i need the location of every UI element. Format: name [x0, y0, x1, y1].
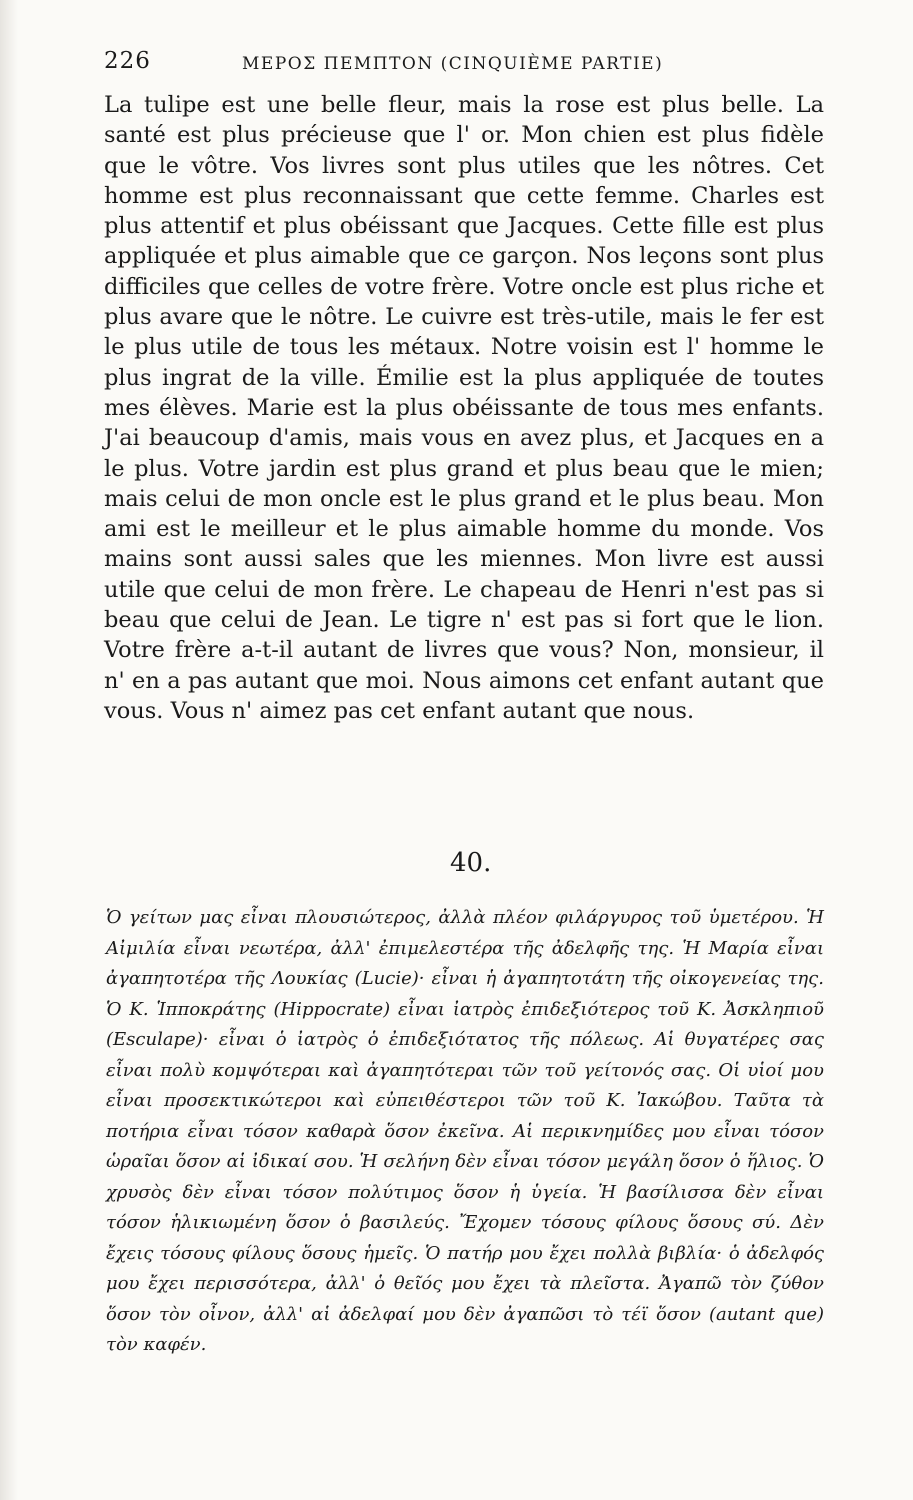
- page-number: 226: [104, 48, 151, 74]
- running-head: ΜΕΡΟΣ ΠΕΜΠΤΟΝ (CINQUIÈME PARTIE): [242, 54, 664, 74]
- exercise-number: 40.: [450, 848, 492, 878]
- page-binding-shadow: [0, 0, 18, 1500]
- greek-exercise-text: [106, 903, 824, 1361]
- greek-paragraph: Ὁ γείτων μας εἶναι πλουσιώτερος, ἀλλὰ πλέον φιλάργυρος τοῦ ὑμετέρου. Ἡ Αἰμιλία εἶναι νεωτέρα, ἀλλ' ἐπιμελεστέρα τῆς ἀδελφῆς της. Ἡ Μαρία εἶναι ἀγαπητοτέρα τῆς Λουκίας (Lucie)· εἶναι ἡ ἀγαπητοτάτη τῆς οἰκογενείας της. Ὁ Κ. Ἱπποκράτης (Hippocrate) εἶναι ἰατρὸς ἐπιδεξιότερος τοῦ Κ. Ἀσκληπιοῦ (Esculape)· εἶναι ὁ ἰατρὸς ὁ ἐπιδεξιότατος τῆς πόλεως. Αἱ θυγατέρες σας εἶναι πολὺ κομψότεραι καὶ ἀγαπητότεραι τῶν τοῦ γείτονός σας. Οἱ υἱοί μου εἶναι προσεκτικώτεροι καὶ εὐπειθέστεροι τῶν τοῦ Κ. Ἰακώβου. Ταῦτα τὰ ποτήρια εἶναι τόσον καθαρὰ ὅσον ἐκεῖνα. Αἱ περικνημίδες μου εἶναι τόσον ὡραῖαι ὅσον αἱ ἰδικαί σου. Ἡ σελήνη δὲν εἶναι τόσον μεγάλη ὅσον ὁ ἥλιος. Ὁ χρυσὸς δὲν εἶναι τόσον πολύτιμος ὅσον ἡ ὑγεία. Ἡ βασίλισσα δὲν εἶναι τόσον ἡλικιωμένη ὅσον ὁ βασιλεύς. Ἔχομεν τόσους φίλους ὅσους σύ. Δὲν ἔχεις τόσους φίλους ὅσους ἡμεῖς. Ὁ πατήρ μου ἔχει πολλὰ βιβλία· ὁ ἀδελφός μου ἔχει περισσότερα, ἀλλ' ὁ θεῖός μου ἔχει τὰ πλεῖστα. Ἀγαπῶ τὸν ζύθον ὅσον τὸν οἶνον, ἀλλ' αἱ ἀδελφαί μου δὲν ἀγαπῶσι τὸ τέϊ ὅσον (autant que) τὸν καφέν.: [106, 907, 824, 1355]
- french-paragraph: La tulipe est une belle fleur, mais la rose est plus belle. La santé est plus précieuse que l' or. Mon chien est plus fidèle que le vôtre. Vos livres sont plus utiles que les nôtres. Cet homme est plus reconnaissant que cette femme. Charles est plus attentif et plus obéissant que Jacques. Cette fille est plus appliquée et plus aimable que ce garçon. Nos leçons sont plus difficiles que celles de votre frère. Votre oncle est plus riche et plus avare que le nôtre. Le cuivre est très-utile, mais le fer est le plus utile de tous les métaux. Notre voisin est l' homme le plus ingrat de la ville. Émilie est la plus appliquée de toutes mes élèves. Marie est la plus obéissante de tous mes enfants. J'ai beaucoup d'amis, mais vous en avez plus, et Jacques en a le plus. Votre jardin est plus grand et plus beau que le mien; mais celui de mon oncle est le plus grand et le plus beau. Mon ami est le meilleur et le plus aimable homme du monde. Vos mains sont aussi sales que les miennes. Mon livre est aussi utile que celui de mon frère. Le chapeau de Henri n'est pas si beau que celui de Jean. Le tigre n' est pas si fort que le lion. Votre frère a-t-il autant de livres que vous? Non, monsieur, il n' en a pas autant que moi. Nous aimons cet enfant autant que vous. Vous n' aimez pas cet enfant autant que nous.: [104, 92, 824, 724]
- page-header: [104, 44, 824, 84]
- french-exercise-text: [104, 90, 824, 726]
